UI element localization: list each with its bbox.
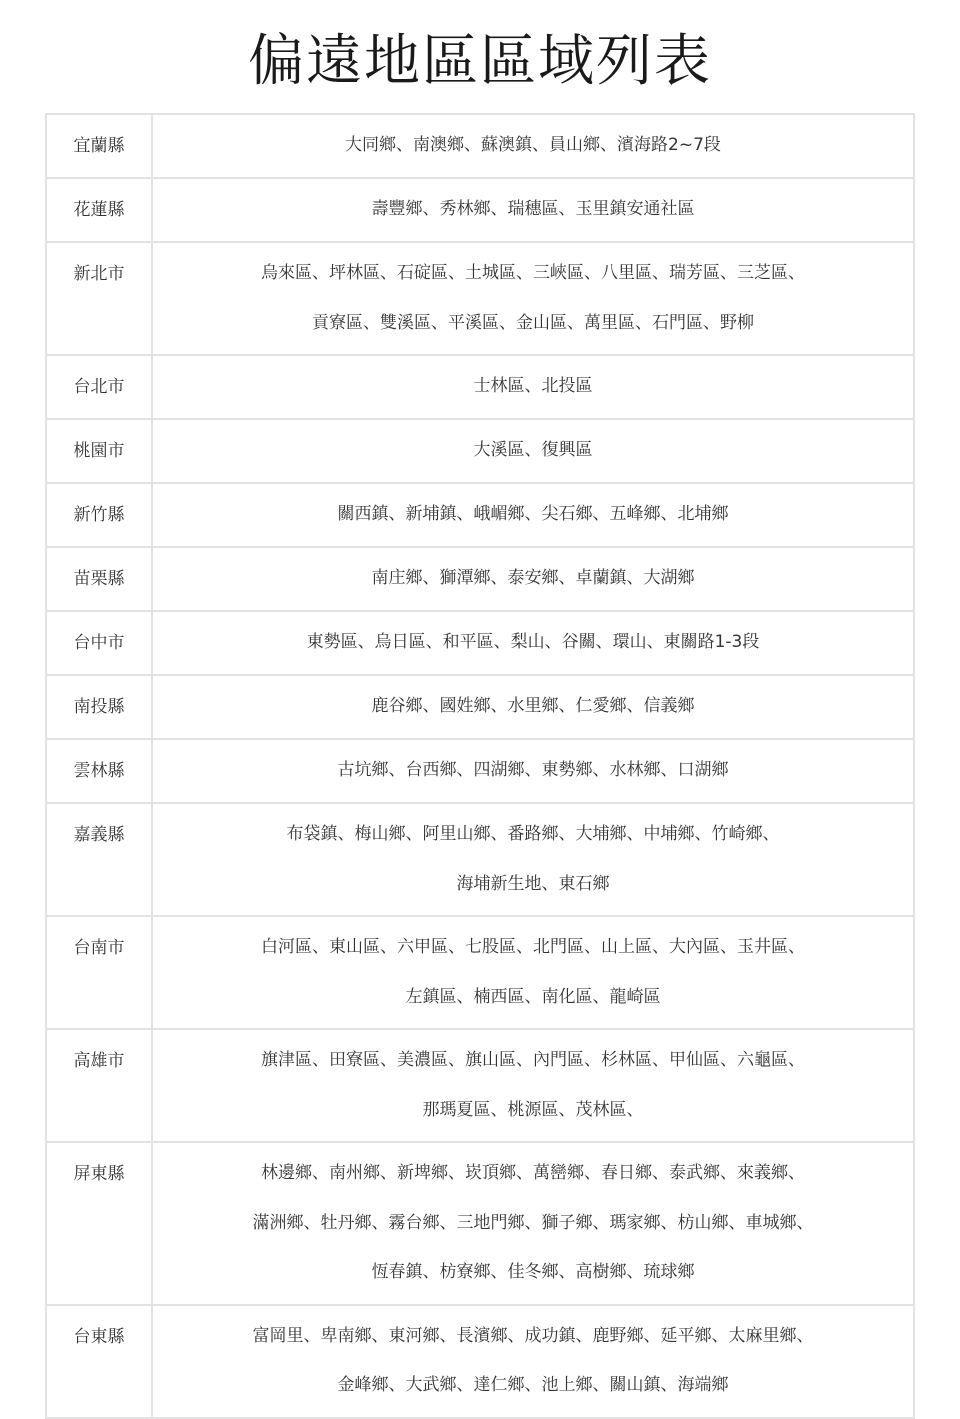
areas-line: 鹿谷鄉、國姓鄉、水里鄉、仁愛鄉、信義鄉 xyxy=(371,696,695,716)
county-cell: 台北市 xyxy=(46,355,152,419)
table-row xyxy=(46,1305,914,1418)
areas-line: 海埔新生地、東石鄉 xyxy=(456,873,610,894)
areas-line: 滿洲鄉、牡丹鄉、霧台鄉、三地門鄉、獅子鄉、瑪家鄉、枋山鄉、車城鄉、 xyxy=(252,1212,814,1233)
areas-cell xyxy=(152,419,914,483)
county-cell: 新北市 xyxy=(46,242,152,355)
page-title: 偏遠地區區域列表 xyxy=(248,29,712,94)
areas-cell xyxy=(152,178,914,242)
county-cell: 苗栗縣 xyxy=(46,547,152,611)
county-cell: 高雄市 xyxy=(46,1029,152,1142)
areas-line: 壽豐鄉、秀林鄉、瑞穗區、玉里鎮安通社區 xyxy=(371,199,695,219)
areas-line: 關西鎮、新埔鎮、峨嵋鄉、尖石鄉、五峰鄉、北埔鄉 xyxy=(337,504,729,524)
table-row xyxy=(46,419,914,483)
county-cell: 南投縣 xyxy=(46,675,152,739)
county-cell: 屏東縣 xyxy=(46,1142,152,1305)
table-row xyxy=(46,739,914,803)
areas-cell xyxy=(152,916,914,1029)
county-cell: 台南市 xyxy=(46,916,152,1029)
areas-line: 旗津區、田寮區、美濃區、旗山區、內門區、杉林區、甲仙區、六龜區、 xyxy=(261,1050,805,1070)
table-row xyxy=(46,611,914,675)
areas-cell xyxy=(152,547,914,611)
areas-line: 左鎮區、楠西區、南化區、龍崎區 xyxy=(405,986,661,1007)
county-cell: 花蓮縣 xyxy=(46,178,152,242)
areas-line: 富岡里、卑南鄉、東河鄉、長濱鄉、成功鎮、鹿野鄉、延平鄉、太麻里鄉、 xyxy=(252,1325,814,1346)
areas-line: 古坑鄉、台西鄉、四湖鄉、東勢鄉、水林鄉、口湖鄉 xyxy=(337,760,729,780)
table-row xyxy=(46,483,914,547)
areas-cell xyxy=(152,1142,914,1305)
areas-line: 林邊鄉、南州鄉、新埤鄉、崁頂鄉、萬巒鄉、春日鄉、泰武鄉、來義鄉、 xyxy=(261,1163,805,1183)
region-table xyxy=(45,113,915,1419)
areas-line: 恆春鎮、枋寮鄉、佳冬鄉、高樹鄉、琉球鄉 xyxy=(371,1262,695,1282)
county-cell: 雲林縣 xyxy=(46,739,152,803)
table-row xyxy=(46,916,914,1029)
table-row xyxy=(46,355,914,419)
areas-line: 東勢區、烏日區、和平區、梨山、谷關、環山、東關路1-3段 xyxy=(306,632,760,652)
areas-line: 士林區、北投區 xyxy=(473,376,593,396)
areas-cell xyxy=(152,1029,914,1142)
table-row xyxy=(46,1142,914,1305)
areas-cell xyxy=(152,1305,914,1418)
county-cell: 宜蘭縣 xyxy=(46,114,152,178)
areas-cell xyxy=(152,483,914,547)
county-cell: 桃園市 xyxy=(46,419,152,483)
areas-cell xyxy=(152,242,914,355)
table-row xyxy=(46,675,914,739)
areas-cell xyxy=(152,675,914,739)
county-cell: 台中市 xyxy=(46,611,152,675)
table-row xyxy=(46,547,914,611)
areas-line: 大同鄉、南澳鄉、蘇澳鎮、員山鄉、濱海路2~7段 xyxy=(345,135,721,155)
areas-cell xyxy=(152,611,914,675)
areas-line: 布袋鎮、梅山鄉、阿里山鄉、番路鄉、大埔鄉、中埔鄉、竹崎鄉、 xyxy=(286,824,780,844)
areas-cell xyxy=(152,355,914,419)
table-body xyxy=(46,114,914,1418)
areas-cell xyxy=(152,803,914,916)
table-row xyxy=(46,114,914,178)
areas-line: 貢寮區、雙溪區、平溪區、金山區、萬里區、石門區、野柳 xyxy=(312,312,754,333)
table-row xyxy=(46,1029,914,1142)
table-row xyxy=(46,803,914,916)
areas-cell xyxy=(152,739,914,803)
areas-line: 金峰鄉、大武鄉、達仁鄉、池上鄉、關山鎮、海端鄉 xyxy=(337,1375,729,1395)
county-cell: 新竹縣 xyxy=(46,483,152,547)
areas-line: 那瑪夏區、桃源區、茂林區、 xyxy=(422,1099,644,1120)
areas-line: 白河區、東山區、六甲區、七股區、北門區、山上區、大內區、玉井區、 xyxy=(261,937,805,957)
areas-line: 大溪區、復興區 xyxy=(473,440,593,460)
areas-line: 烏來區、坪林區、石碇區、土城區、三峽區、八里區、瑞芳區、三芝區、 xyxy=(261,263,805,283)
table-row xyxy=(46,178,914,242)
county-cell: 台東縣 xyxy=(46,1305,152,1418)
table-row xyxy=(46,242,914,355)
areas-line: 南庄鄉、獅潭鄉、泰安鄉、卓蘭鎮、大湖鄉 xyxy=(371,568,695,588)
areas-cell xyxy=(152,114,914,178)
county-cell: 嘉義縣 xyxy=(46,803,152,916)
